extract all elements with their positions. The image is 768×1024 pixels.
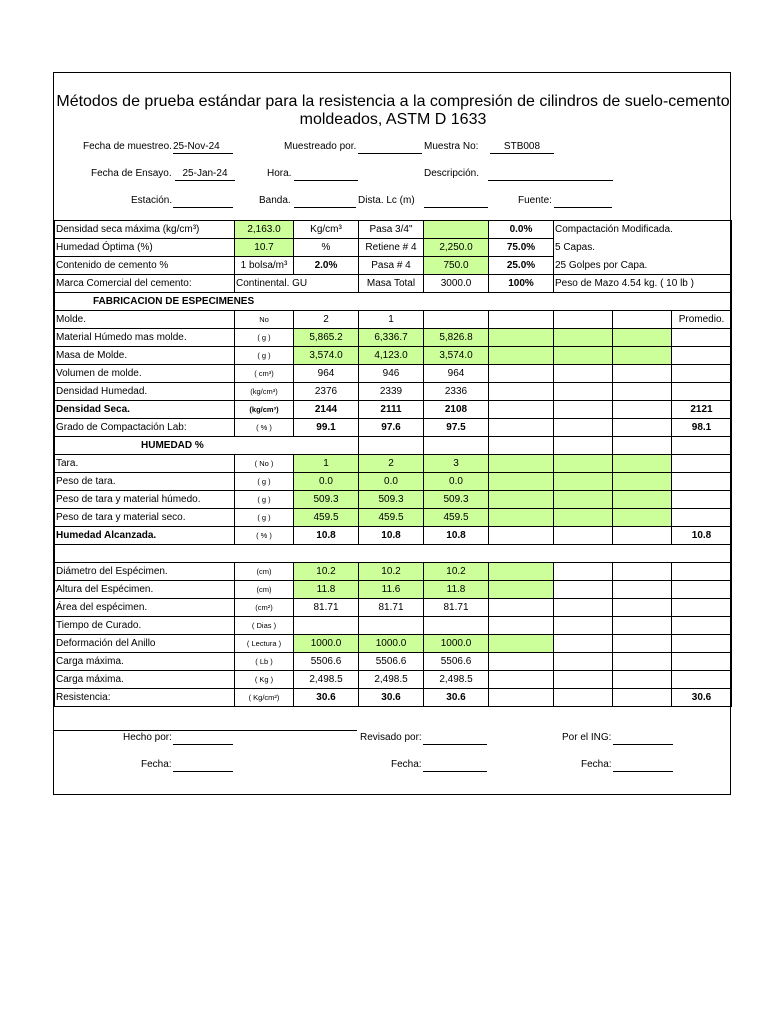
cell	[672, 491, 732, 509]
cell[interactable]: 10.2	[294, 563, 359, 581]
cell	[672, 509, 732, 527]
cell	[613, 419, 672, 437]
table-row	[55, 455, 732, 473]
row-label: Tiempo de Curado.	[55, 617, 235, 635]
cell	[672, 437, 732, 455]
pasa4-label: Pasa # 4	[359, 257, 424, 275]
cell	[359, 437, 424, 455]
cell	[672, 599, 732, 617]
cell[interactable]: 3,574.0	[424, 347, 489, 365]
cell[interactable]	[554, 311, 613, 329]
fecha-1-field[interactable]	[173, 759, 233, 772]
row-label: Diámetro del Espécimen.	[55, 563, 235, 581]
cell	[613, 617, 672, 635]
cell[interactable]: 1	[294, 455, 359, 473]
cell	[554, 617, 613, 635]
fecha-muestreo-label: Fecha de muestreo.	[83, 141, 172, 152]
cell[interactable]: 459.5	[294, 509, 359, 527]
cell[interactable]	[489, 473, 554, 491]
retiene-value[interactable]: 2,250.0	[424, 239, 489, 257]
row-unit: ( g )	[235, 491, 294, 509]
cell[interactable]	[554, 491, 613, 509]
humedad-label: Humedad Óptima (%)	[55, 239, 235, 257]
cell: 30.6	[424, 689, 489, 707]
retiene-pct: 75.0%	[489, 239, 554, 257]
cell: 2144	[294, 401, 359, 419]
cell[interactable]: 6,336.7	[359, 329, 424, 347]
cell: 2108	[424, 401, 489, 419]
cell[interactable]	[613, 509, 672, 527]
table-row	[55, 383, 732, 401]
section-row	[55, 293, 732, 311]
cell[interactable]	[489, 329, 554, 347]
row-unit: ( Dias )	[235, 617, 294, 635]
props-row	[55, 257, 732, 275]
row-label: Molde.	[55, 311, 235, 329]
data-grid	[54, 220, 732, 707]
cell	[672, 473, 732, 491]
cell[interactable]: 3	[424, 455, 489, 473]
humedad-unit: %	[294, 239, 359, 257]
row-label: Grado de Compactación Lab:	[55, 419, 235, 437]
row-label: Carga máxima.	[55, 653, 235, 671]
promedio-cell: 2121	[672, 401, 732, 419]
fabricacion-title: FABRICACION DE ESPECIMENES	[55, 293, 732, 311]
cell[interactable]: 10.2	[359, 563, 424, 581]
footer-divider	[54, 730, 357, 731]
cell: 2,498.5	[359, 671, 424, 689]
cell[interactable]: 5,826.8	[424, 329, 489, 347]
cell[interactable]	[613, 455, 672, 473]
cell	[489, 365, 554, 383]
cell: 97.5	[424, 419, 489, 437]
row-label: Área del espécimen.	[55, 599, 235, 617]
cell[interactable]	[489, 635, 554, 653]
cell[interactable]	[424, 617, 489, 635]
row-label: Resistencia:	[55, 689, 235, 707]
ing-field[interactable]	[613, 732, 673, 745]
row-unit: (cm)	[235, 581, 294, 599]
marca-value[interactable]: Continental. GU	[235, 275, 359, 293]
cell	[672, 653, 732, 671]
row-label: Carga máxima.	[55, 671, 235, 689]
cell	[489, 599, 554, 617]
cell[interactable]	[489, 491, 554, 509]
row-unit: ( No )	[235, 455, 294, 473]
table-row	[55, 311, 732, 329]
cell	[489, 527, 554, 545]
estacion-label: Estación.	[131, 195, 173, 206]
cell	[489, 419, 554, 437]
cell: 2336	[424, 383, 489, 401]
cell	[613, 437, 672, 455]
pasa4-value[interactable]: 750.0	[424, 257, 489, 275]
row-unit: ( cm³)	[235, 365, 294, 383]
spacer	[55, 545, 732, 563]
cell	[554, 581, 613, 599]
cell[interactable]	[613, 347, 672, 365]
cell[interactable]	[489, 563, 554, 581]
cell: 97.6	[359, 419, 424, 437]
row-unit: ( g )	[235, 347, 294, 365]
cell: 2339	[359, 383, 424, 401]
banda-field[interactable]	[294, 195, 356, 208]
row-label: Masa de Molde.	[55, 347, 235, 365]
humedad-title: HUMEDAD %	[55, 437, 359, 455]
row-unit: ( Kg )	[235, 671, 294, 689]
fecha-3-field[interactable]	[613, 759, 673, 772]
row-unit: ( Lb )	[235, 653, 294, 671]
cell	[554, 653, 613, 671]
retiene-label: Retiene # 4	[359, 239, 424, 257]
cell	[554, 527, 613, 545]
cell[interactable]	[489, 347, 554, 365]
cell: 30.6	[294, 689, 359, 707]
cell[interactable]: 3,574.0	[294, 347, 359, 365]
estacion-field[interactable]	[173, 195, 233, 208]
cell[interactable]: 2	[359, 455, 424, 473]
dista-label: Dista. Lc (m)	[358, 195, 415, 206]
row-label: Material Húmedo mas molde.	[55, 329, 235, 347]
cell	[424, 437, 489, 455]
fecha-2-label: Fecha:	[391, 759, 422, 770]
fuente-field[interactable]	[554, 195, 612, 208]
densidad-label: Densidad seca máxima (kg/cm³)	[55, 221, 235, 239]
cell	[613, 383, 672, 401]
cell[interactable]	[489, 509, 554, 527]
table-row	[55, 653, 732, 671]
row-unit: ( g )	[235, 473, 294, 491]
cell[interactable]	[294, 617, 359, 635]
pasa34-pct: 0.0%	[489, 221, 554, 239]
cell[interactable]	[424, 311, 489, 329]
marca-label: Marca Comercial del cemento:	[55, 275, 235, 293]
title-line-1: Métodos de prueba estándar para la resistencia a la compresión de cilindros de suelo-cemento	[56, 93, 730, 110]
cell	[672, 563, 732, 581]
cell[interactable]	[554, 329, 613, 347]
row-unit: ( % )	[235, 419, 294, 437]
row-unit: (kg/cm³)	[235, 401, 294, 419]
cell[interactable]: 0.0	[424, 473, 489, 491]
row-unit: (cm²)	[235, 599, 294, 617]
densidad-unit: Kg/cm³	[294, 221, 359, 239]
cell	[613, 581, 672, 599]
cell[interactable]: 1000.0	[424, 635, 489, 653]
row-label: Tara.	[55, 455, 235, 473]
promedio-cell: 30.6	[672, 689, 732, 707]
muestreado-label: Muestreado por.	[284, 141, 357, 152]
hecho-label: Hecho por:	[123, 732, 172, 743]
descripcion-label: Descripción.	[424, 168, 480, 179]
props-row	[55, 275, 732, 293]
note-1: Compactación Modificada.	[554, 221, 732, 239]
cell	[554, 437, 613, 455]
cell: 30.6	[359, 689, 424, 707]
row-unit: ( g )	[235, 509, 294, 527]
cell	[672, 365, 732, 383]
table-row	[55, 473, 732, 491]
cell	[489, 383, 554, 401]
masa-pct: 100%	[489, 275, 554, 293]
note-3: 25 Golpes por Capa.	[554, 257, 732, 275]
row-unit: ( % )	[235, 527, 294, 545]
promedio-cell: 98.1	[672, 419, 732, 437]
row-label: Peso de tara y material húmedo.	[55, 491, 235, 509]
fecha-1-label: Fecha:	[141, 759, 172, 770]
cell	[613, 599, 672, 617]
table-row	[55, 419, 732, 437]
cell[interactable]	[554, 509, 613, 527]
cell	[489, 671, 554, 689]
cell	[613, 635, 672, 653]
table-row	[55, 635, 732, 653]
cell	[554, 563, 613, 581]
cell[interactable]	[554, 473, 613, 491]
dista-field[interactable]	[424, 195, 488, 208]
cell: 2,498.5	[424, 671, 489, 689]
cell[interactable]	[613, 329, 672, 347]
table-row	[55, 347, 732, 365]
cell	[554, 635, 613, 653]
banda-label: Banda.	[259, 195, 291, 206]
cell[interactable]	[613, 491, 672, 509]
row-unit: (cm)	[235, 563, 294, 581]
row-label: Densidad Humedad.	[55, 383, 235, 401]
cell	[489, 689, 554, 707]
hecho-field[interactable]	[173, 732, 233, 745]
cell[interactable]: 509.3	[424, 491, 489, 509]
pasa4-pct: 25.0%	[489, 257, 554, 275]
cell: 5506.6	[359, 653, 424, 671]
promedio-header: Promedio.	[672, 311, 732, 329]
cell[interactable]: 10.2	[424, 563, 489, 581]
title-line-2: moldeados, ASTM D 1633	[299, 111, 487, 128]
cell: 10.8	[359, 527, 424, 545]
pasa34-label: Pasa 3/4"	[359, 221, 424, 239]
cell[interactable]: 1000.0	[294, 635, 359, 653]
cell	[554, 689, 613, 707]
row-label: Volumen de molde.	[55, 365, 235, 383]
cell	[554, 401, 613, 419]
table-row	[55, 617, 732, 635]
cell: 964	[294, 365, 359, 383]
cell[interactable]: 2	[294, 311, 359, 329]
promedio-cell: 10.8	[672, 527, 732, 545]
pasa34-value[interactable]	[424, 221, 489, 239]
cell	[672, 455, 732, 473]
row-unit: (kg/cm³)	[235, 383, 294, 401]
cell	[554, 671, 613, 689]
cell[interactable]: 11.8	[424, 581, 489, 599]
fuente-label: Fuente:	[518, 195, 552, 206]
densidad-value[interactable]: 2,163.0	[235, 221, 294, 239]
table-row	[55, 509, 732, 527]
row-unit: ( Kg/cm²)	[235, 689, 294, 707]
cell[interactable]: 4,123.0	[359, 347, 424, 365]
cell[interactable]	[359, 617, 424, 635]
table-row	[55, 689, 732, 707]
cell	[672, 383, 732, 401]
cell[interactable]: 5,865.2	[294, 329, 359, 347]
cell: 10.8	[424, 527, 489, 545]
cell	[672, 671, 732, 689]
table-row	[55, 491, 732, 509]
cell	[672, 329, 732, 347]
fecha-ensayo-field[interactable]: 25-Jan-24	[175, 168, 235, 181]
cell	[672, 347, 732, 365]
cell[interactable]: 1	[359, 311, 424, 329]
cell: 946	[359, 365, 424, 383]
masa-label: Masa Total	[359, 275, 424, 293]
cell[interactable]: 11.8	[294, 581, 359, 599]
table-row	[55, 563, 732, 581]
cell: 10.8	[294, 527, 359, 545]
cell: 5506.6	[294, 653, 359, 671]
masa-value: 3000.0	[424, 275, 489, 293]
cemento-pct: 2.0%	[294, 257, 359, 275]
muestra-label: Muestra No:	[424, 141, 479, 152]
cell[interactable]: 0.0	[294, 473, 359, 491]
table-row	[55, 599, 732, 617]
muestra-field[interactable]: STB008	[490, 141, 554, 154]
props-row	[55, 221, 732, 239]
cell: 2111	[359, 401, 424, 419]
cell: 99.1	[294, 419, 359, 437]
cell	[672, 581, 732, 599]
cell	[613, 401, 672, 419]
cell[interactable]: 459.5	[359, 509, 424, 527]
fecha-muestreo-field[interactable]: 25-Nov-24	[173, 141, 233, 154]
row-label: Humedad Alcanzada.	[55, 527, 235, 545]
note-2: 5 Capas.	[554, 239, 732, 257]
row-label: Deformación del Anillo	[55, 635, 235, 653]
cell: 81.71	[359, 599, 424, 617]
cemento-label: Contenido de cemento %	[55, 257, 235, 275]
cell: 2376	[294, 383, 359, 401]
cell[interactable]	[489, 581, 554, 599]
row-label: Peso de tara.	[55, 473, 235, 491]
cell	[489, 617, 554, 635]
cell	[613, 653, 672, 671]
ing-label: Por el ING:	[562, 732, 612, 743]
spacer-row	[55, 545, 732, 563]
cell	[613, 365, 672, 383]
cell: 2,498.5	[294, 671, 359, 689]
test-sheet	[53, 72, 731, 795]
revisado-field[interactable]	[423, 732, 487, 745]
cell: 81.71	[424, 599, 489, 617]
table-row	[55, 365, 732, 383]
fecha-2-field[interactable]	[423, 759, 487, 772]
descripcion-field[interactable]	[488, 168, 613, 181]
row-label: Altura del Espécimen.	[55, 581, 235, 599]
row-unit: ( g )	[235, 329, 294, 347]
hora-field[interactable]	[294, 168, 358, 181]
row-label: Peso de tara y material seco.	[55, 509, 235, 527]
cell	[672, 617, 732, 635]
cell[interactable]: 0.0	[359, 473, 424, 491]
row-unit: ( Lectura )	[235, 635, 294, 653]
cell	[613, 689, 672, 707]
cell[interactable]	[613, 473, 672, 491]
cell[interactable]: 459.5	[424, 509, 489, 527]
cell[interactable]	[613, 311, 672, 329]
cell	[613, 671, 672, 689]
cell	[489, 437, 554, 455]
note-4: Peso de Mazo 4.54 kg. ( 10 lb )	[554, 275, 732, 293]
cell	[489, 401, 554, 419]
hora-label: Hora.	[267, 168, 292, 179]
cell	[613, 563, 672, 581]
cell	[613, 527, 672, 545]
cell[interactable]: 509.3	[294, 491, 359, 509]
cell[interactable]	[489, 311, 554, 329]
table-row	[55, 329, 732, 347]
sheet-title	[54, 93, 732, 129]
cell[interactable]: 509.3	[359, 491, 424, 509]
cell	[554, 365, 613, 383]
cell: 81.71	[294, 599, 359, 617]
cell	[554, 419, 613, 437]
cell	[489, 653, 554, 671]
props-row	[55, 239, 732, 257]
cell: 5506.6	[424, 653, 489, 671]
table-row	[55, 527, 732, 545]
humedad-value[interactable]: 10.7	[235, 239, 294, 257]
table-row	[55, 671, 732, 689]
revisado-label: Revisado por:	[360, 732, 422, 743]
section-row	[55, 437, 732, 455]
fecha-ensayo-label: Fecha de Ensayo.	[91, 168, 172, 179]
cell: 964	[424, 365, 489, 383]
cell	[672, 635, 732, 653]
cell	[554, 599, 613, 617]
cell	[554, 383, 613, 401]
cemento-value[interactable]: 1 bolsa/m³	[235, 257, 294, 275]
cell[interactable]: 11.6	[359, 581, 424, 599]
muestreado-field[interactable]	[358, 141, 422, 154]
cell[interactable]: 1000.0	[359, 635, 424, 653]
cell[interactable]	[489, 455, 554, 473]
fecha-3-label: Fecha:	[581, 759, 612, 770]
row-unit: No	[235, 311, 294, 329]
cell[interactable]	[554, 347, 613, 365]
row-label: Densidad Seca.	[55, 401, 235, 419]
table-row	[55, 401, 732, 419]
cell[interactable]	[554, 455, 613, 473]
table-row	[55, 581, 732, 599]
